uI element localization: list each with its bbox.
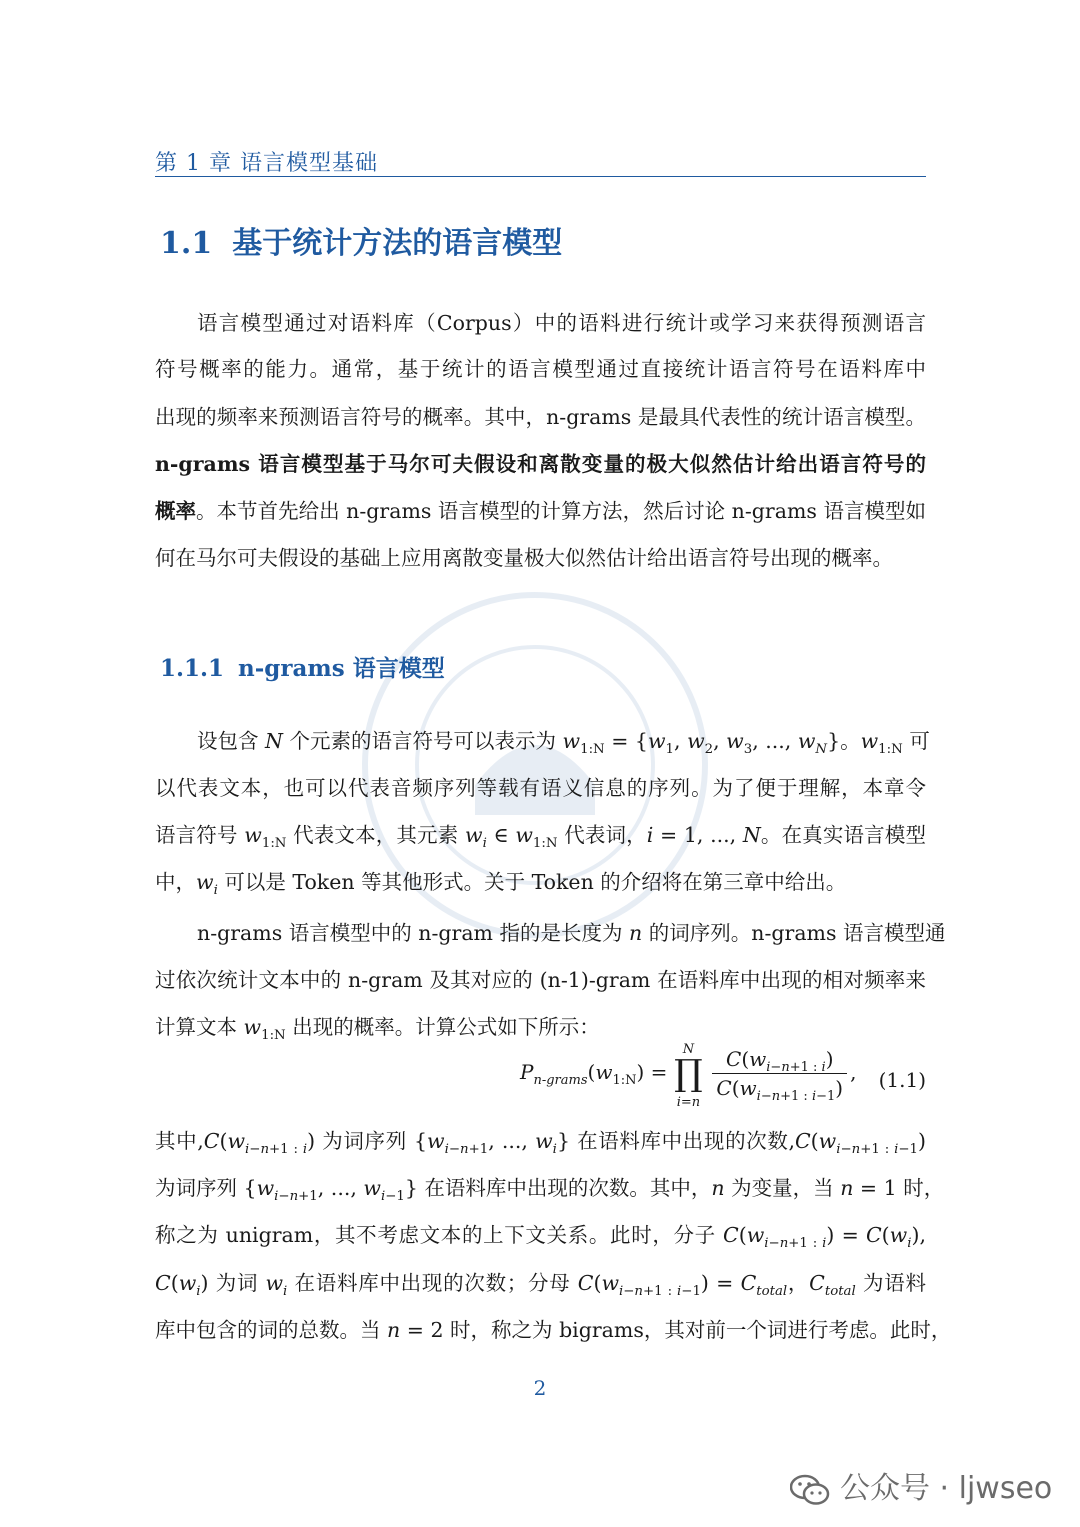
- page-number: 2: [533, 1376, 547, 1400]
- paragraph-line: 过依次统计文本中的 n-gram 及其对应的 (n-1)-gram 在语料库中出现的相对频率来: [155, 968, 926, 992]
- math: $w_{1:N}$: [244, 823, 287, 852]
- text: 代表文本，其元素: [293, 823, 459, 847]
- text: 代表词，: [564, 823, 647, 847]
- section-title: [160, 218, 562, 262]
- math: n: [629, 921, 643, 945]
- subsection-title: [160, 650, 445, 683]
- text: 为词: [215, 1271, 259, 1295]
- text: 。本节首先给出 n-grams 语言模型的计算方法，然后讨论 n-grams 语言模型如: [196, 499, 926, 523]
- text: 为语料: [863, 1271, 926, 1295]
- math: $C(w_{i-n+1 : i-1})$: [794, 1129, 926, 1158]
- math: $w_{1:N}$: [243, 1015, 286, 1044]
- math: $w_i$: [196, 870, 218, 899]
- text: 在语料库中出现的次数；分母: [294, 1271, 571, 1295]
- paragraph-line: [155, 494, 926, 524]
- paragraph-line: [155, 818, 926, 852]
- text: 为词序列: [322, 1129, 407, 1153]
- math: $C(w_{i-n+1 : i})$: [203, 1129, 316, 1158]
- paragraph-line: 以代表文本，也可以代表音频序列等载有语义信息的序列。为了便于理解，本章令: [155, 776, 926, 800]
- text: 的词序列。n-grams 语言模型通: [648, 921, 946, 945]
- math: i = 1, ..., N: [646, 823, 761, 847]
- text: 出现的概率。计算公式如下所示：: [292, 1015, 600, 1039]
- paragraph-line: [155, 865, 926, 899]
- header-rule: [155, 176, 926, 177]
- math: $C(w_{i-n+1 : i}) = C(w_i)$: [723, 1223, 920, 1252]
- paragraph-line: [155, 1171, 945, 1205]
- text: ，: [787, 1271, 810, 1295]
- math: $w_i$: [265, 1271, 288, 1300]
- paragraph-line: 出现的频率来预测语言符号的概率。其中，n-grams 是最具代表性的统计语言模型。: [155, 405, 926, 429]
- text: 为变量，当: [731, 1176, 834, 1200]
- equation-number: (1.1): [878, 1068, 926, 1092]
- equation: $P_{n-grams}(w_{1:N})$ = N ∏ i=n $\frac{C(w_{i-n+1 : i})}{C(w_{i-n+1 : i-1})}$ ,: [520, 1041, 857, 1110]
- math: $w_i$ ∈ $w_{1:N}$: [465, 823, 558, 852]
- text: 可以是 Token 等其他形式。关于 Token 的介绍将在第三章中给出。: [224, 870, 847, 894]
- text: 。: [840, 729, 861, 753]
- paragraph-line: [155, 1124, 926, 1158]
- text: 可: [909, 729, 930, 753]
- math: $C_{total}$: [809, 1271, 856, 1300]
- math: {$w_{i-n+1}$, ..., $w_{i-1}$}: [243, 1176, 418, 1205]
- math: {$w_{i-n+1}$, ..., $w_i$}: [413, 1129, 570, 1158]
- paragraph-line: [155, 1266, 926, 1300]
- math: $w_{1:N}$: [860, 729, 903, 758]
- paragraph-line: [155, 1313, 952, 1343]
- section-title-text: 基于统计方法的语言模型: [232, 226, 563, 261]
- subsection-number: 1.1.1: [160, 655, 225, 682]
- math: n = 1: [840, 1176, 897, 1200]
- math: N: [265, 729, 283, 753]
- text: 个元素的语言符号可以表示为: [289, 729, 556, 753]
- math: n: [711, 1176, 725, 1200]
- paragraph-line: [155, 1218, 926, 1252]
- text: n-grams 语言模型中的 n-gram 指的是长度为: [197, 921, 623, 945]
- running-head: 第 1 章 语言模型基础: [155, 151, 378, 176]
- wechat-icon: [790, 1473, 830, 1507]
- text: 时，称之为 bigrams，其对前一个词进行考虑。此时，: [450, 1318, 952, 1342]
- text: 。在真实语言模型: [760, 823, 926, 847]
- text: ,: [919, 1223, 926, 1247]
- math: n = 2: [387, 1318, 444, 1342]
- bold-text: 概率: [155, 499, 197, 523]
- math: $C(w_i)$: [155, 1271, 209, 1300]
- product-operator: N ∏ i=n: [674, 1041, 703, 1110]
- text: 设包含: [197, 729, 259, 753]
- paragraph-line: [197, 724, 930, 758]
- text: 时，: [903, 1176, 945, 1200]
- paragraph-line: [197, 916, 946, 946]
- paragraph-line: 符号概率的能力。通常，基于统计的语言模型通过直接统计语言符号在语料库中: [155, 357, 926, 381]
- subsection-title-text: n-grams 语言模型: [238, 655, 445, 682]
- wechat-watermark: [790, 1463, 1052, 1507]
- equation-block: [155, 1041, 926, 1115]
- math: $w_{1:N} = \{w_1$, $w_2$, $w_3$, ..., $w_N$}: [562, 729, 841, 758]
- text: 在语料库中出现的次数。其中，: [424, 1176, 712, 1200]
- text: 中，: [155, 870, 196, 894]
- paragraph-line: 何在马尔可夫假设的基础上应用离散变量极大似然估计给出语言符号出现的概率。: [155, 546, 893, 570]
- paragraph-line-bold: n-grams 语言模型基于马尔可夫假设和离散变量的极大似然估计给出语言符号的: [155, 452, 926, 476]
- text: 为词序列: [155, 1176, 237, 1200]
- math: $C(w_{i-n+1 : i-1}) = C_{total}$: [577, 1271, 788, 1300]
- paragraph-line: [155, 1010, 926, 1044]
- text: 计算文本: [155, 1015, 237, 1039]
- text: 库中包含的词的总数。当: [155, 1318, 381, 1342]
- text: 其中,: [155, 1129, 204, 1153]
- watermark-text: 公众号 · ljwseo: [840, 1471, 1053, 1506]
- text: 在语料库中出现的次数,: [577, 1129, 795, 1153]
- text: 语言符号: [155, 823, 238, 847]
- paragraph-line: 语言模型通过对语料库（Corpus）中的语料进行统计或学习来获得预测语言: [197, 311, 926, 335]
- fraction: $\frac{C(w_{i-n+1 : i})}{C(w_{i-n+1 : i-1})}$: [712, 1045, 847, 1102]
- section-number: 1.1: [160, 226, 213, 261]
- text: 称之为 unigram，其不考虑文本的上下文关系。此时，分子: [155, 1223, 716, 1247]
